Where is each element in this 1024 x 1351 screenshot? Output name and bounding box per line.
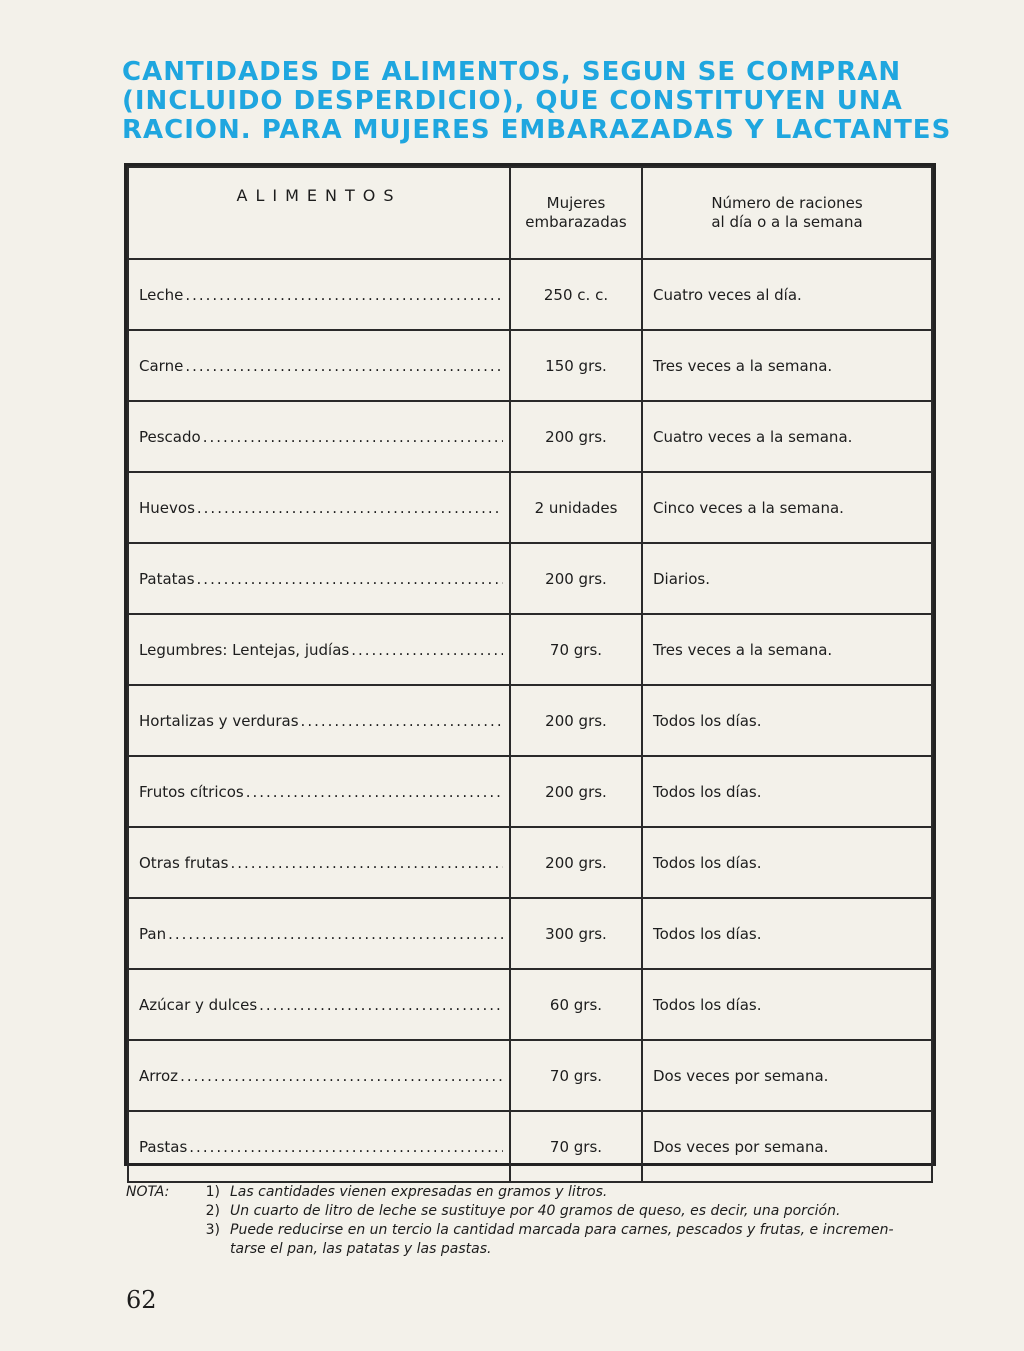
- quantity-cell: 150 grs.: [510, 330, 642, 401]
- frequency-cell: Todos los días.: [642, 898, 932, 969]
- rations-table-container: [124, 163, 936, 1166]
- header-food: ALIMENTOS: [128, 167, 510, 259]
- food-name: Legumbres: Lentejas, judías: [139, 640, 350, 659]
- frequency-cell: Diarios.: [642, 543, 932, 614]
- frequency-cell: Cuatro veces al día.: [642, 259, 932, 330]
- quantity-cell: 70 grs.: [510, 614, 642, 685]
- table-header-row: [128, 167, 932, 259]
- title-line-2: (INCLUIDO DESPERDICIO), QUE CONSTITUYEN UNA: [122, 86, 903, 116]
- quantity-cell: 2 unidades: [510, 472, 642, 543]
- food-name: Pan: [139, 924, 167, 943]
- food-cell: [128, 969, 510, 1040]
- note-item-3: [126, 1221, 956, 1240]
- table-row: [128, 827, 932, 898]
- table-row: [128, 969, 932, 1040]
- note-number: 2): [205, 1203, 220, 1219]
- food-name: Pescado: [139, 427, 201, 446]
- frequency-cell: Todos los días.: [642, 969, 932, 1040]
- quantity-cell: 200 grs.: [510, 685, 642, 756]
- note-continuation: tarse el pan, las patatas y las pastas.: [230, 1241, 492, 1257]
- food-name: Arroz: [139, 1066, 179, 1085]
- dot-leader: [197, 499, 503, 517]
- table-row: [128, 685, 932, 756]
- frequency-cell: Tres veces a la semana.: [642, 614, 932, 685]
- food-name: Patatas: [139, 569, 195, 588]
- dot-leader: [185, 286, 503, 304]
- table-row: [128, 401, 932, 472]
- food-name: Frutos cítricos: [139, 782, 244, 801]
- dot-leader: [203, 428, 503, 446]
- quantity-cell: 60 grs.: [510, 969, 642, 1040]
- food-cell: [128, 330, 510, 401]
- table-row: [128, 756, 932, 827]
- food-name: Azúcar y dulces: [139, 995, 258, 1014]
- note-item-1: [126, 1183, 956, 1202]
- food-cell: [128, 472, 510, 543]
- title-line-1: CANTIDADES DE ALIMENTOS, SEGUN SE COMPRAN: [122, 57, 902, 87]
- food-cell: [128, 259, 510, 330]
- quantity-cell: 200 grs.: [510, 756, 642, 827]
- frequency-cell: Dos veces por semana.: [642, 1040, 932, 1111]
- food-name: Leche: [139, 285, 184, 304]
- note-number: 1): [205, 1184, 220, 1200]
- quantity-cell: 200 grs.: [510, 543, 642, 614]
- dot-leader: [259, 996, 503, 1014]
- dot-leader: [197, 570, 503, 588]
- food-cell: [128, 1040, 510, 1111]
- food-cell: [128, 756, 510, 827]
- note-text: Puede reducirse en un tercio la cantidad marcada para carnes, pescados y frutas, e incremen-: [230, 1222, 894, 1238]
- dot-leader: [301, 712, 503, 730]
- frequency-cell: Todos los días.: [642, 685, 932, 756]
- header-frequency: [642, 167, 932, 259]
- food-cell: [128, 543, 510, 614]
- page-title: [122, 57, 952, 145]
- note-label: NOTA:: [126, 1184, 170, 1200]
- food-cell: [128, 1111, 510, 1182]
- frequency-cell: Cinco veces a la semana.: [642, 472, 932, 543]
- dot-leader: [168, 925, 503, 943]
- food-name: Carne: [139, 356, 184, 375]
- dot-leader: [351, 641, 503, 659]
- note-text: Las cantidades vienen expresadas en gramos y litros.: [230, 1184, 608, 1200]
- table-row: [128, 1111, 932, 1182]
- table-body: [128, 259, 932, 1182]
- quantity-cell: 300 grs.: [510, 898, 642, 969]
- header-frequency-line-2: al día o a la semana: [711, 213, 863, 231]
- note-item-2: [126, 1202, 956, 1221]
- rations-table: [127, 166, 933, 1183]
- table-row: [128, 472, 932, 543]
- quantity-cell: 250 c. c.: [510, 259, 642, 330]
- frequency-cell: Todos los días.: [642, 756, 932, 827]
- food-cell: [128, 685, 510, 756]
- food-name: Huevos: [139, 498, 195, 517]
- frequency-cell: Tres veces a la semana.: [642, 330, 932, 401]
- dot-leader: [180, 1067, 503, 1085]
- header-quantity: [510, 167, 642, 259]
- note-number: 3): [205, 1222, 220, 1238]
- quantity-cell: 200 grs.: [510, 827, 642, 898]
- food-name: Pastas: [139, 1137, 188, 1156]
- food-cell: [128, 401, 510, 472]
- table-row: [128, 543, 932, 614]
- frequency-cell: Todos los días.: [642, 827, 932, 898]
- dot-leader: [230, 854, 503, 872]
- food-cell: [128, 614, 510, 685]
- header-quantity-line-1: Mujeres: [546, 194, 606, 212]
- quantity-cell: 70 grs.: [510, 1040, 642, 1111]
- dot-leader: [246, 783, 503, 801]
- header-quantity-line-2: embarazadas: [525, 213, 627, 231]
- table-row: [128, 1040, 932, 1111]
- food-cell: [128, 827, 510, 898]
- page-number: 62: [126, 1286, 157, 1314]
- quantity-cell: 70 grs.: [510, 1111, 642, 1182]
- food-name: Hortalizas y verduras: [139, 711, 299, 730]
- frequency-cell: Dos veces por semana.: [642, 1111, 932, 1182]
- table-row: [128, 898, 932, 969]
- table-row: [128, 614, 932, 685]
- note-section: [126, 1183, 956, 1259]
- note-text: Un cuarto de litro de leche se sustituye por 40 gramos de queso, es decir, una porción.: [230, 1203, 841, 1219]
- quantity-cell: 200 grs.: [510, 401, 642, 472]
- dot-leader: [189, 1138, 503, 1156]
- title-line-3: RACION. PARA MUJERES EMBARAZADAS Y LACTANTES: [122, 115, 952, 145]
- table-row: [128, 330, 932, 401]
- food-name: Otras frutas: [139, 853, 229, 872]
- table-row: [128, 259, 932, 330]
- header-frequency-line-1: Número de raciones: [711, 194, 863, 212]
- food-cell: [128, 898, 510, 969]
- dot-leader: [185, 357, 503, 375]
- frequency-cell: Cuatro veces a la semana.: [642, 401, 932, 472]
